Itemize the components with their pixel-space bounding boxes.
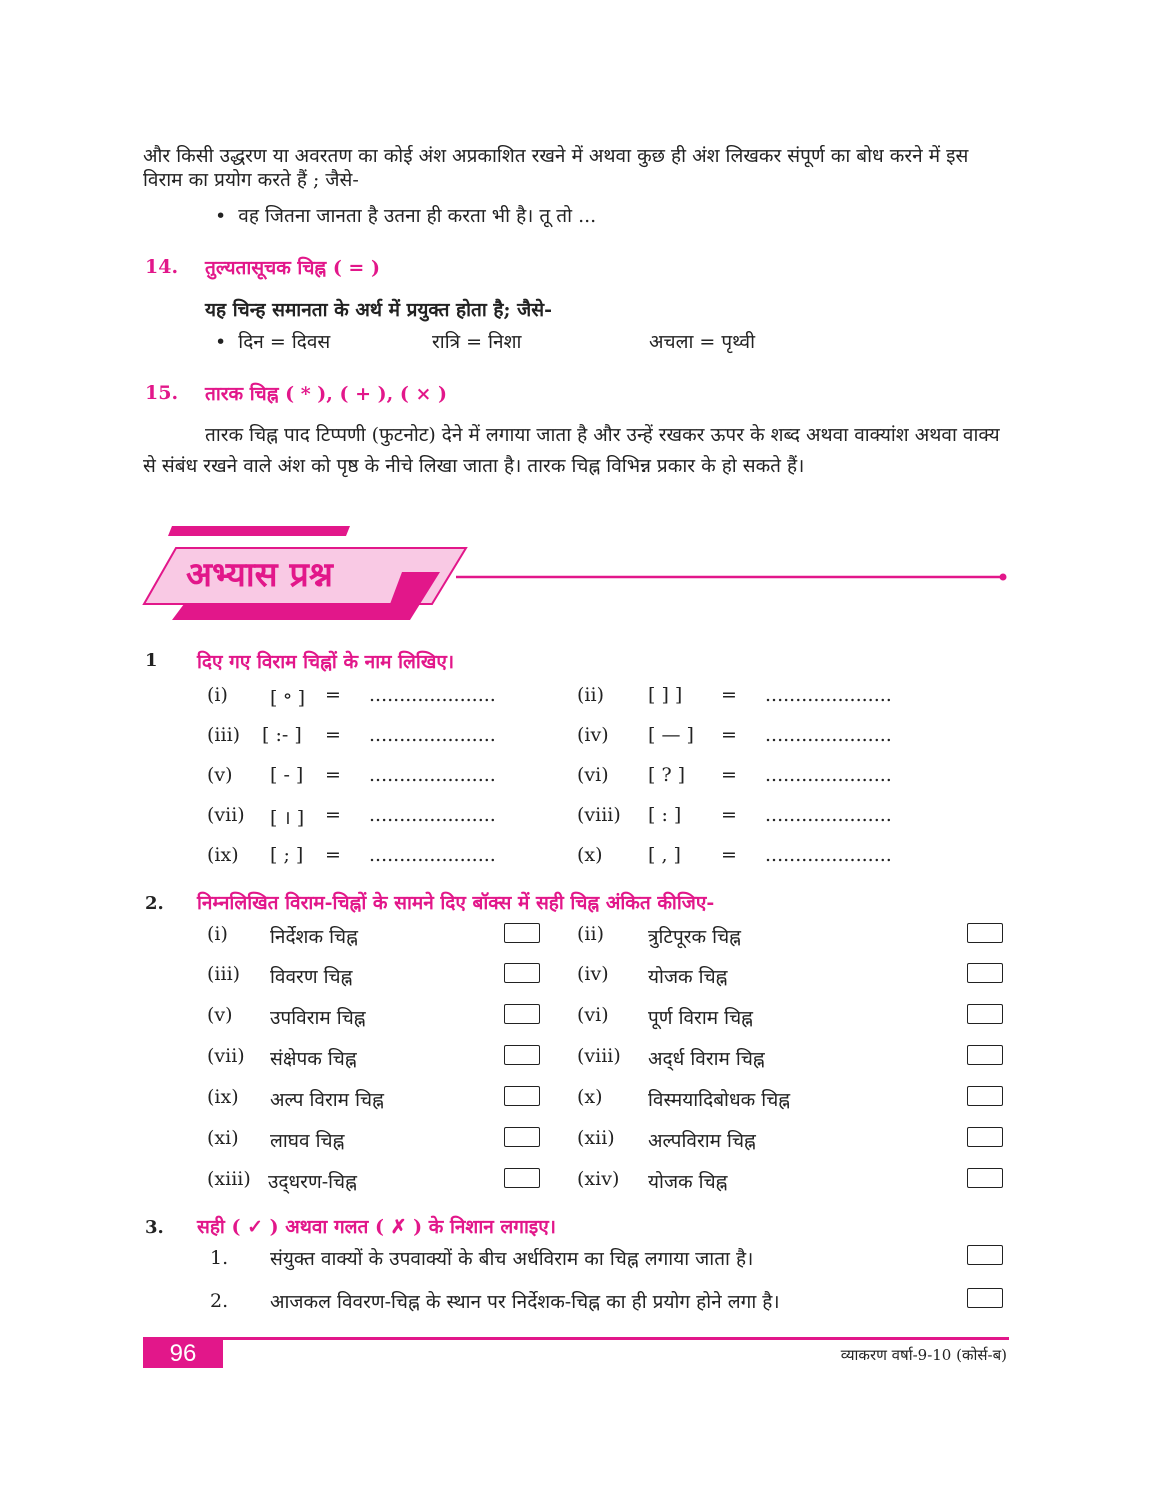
- q3-item2-number: 2.: [210, 1290, 229, 1312]
- q2-row5-right-label: (x): [577, 1086, 603, 1108]
- q1-row5-left-blank[interactable]: .....................: [369, 844, 496, 866]
- q1-row1-right-label: (ii): [577, 684, 604, 706]
- q2-row4-left-text: संक्षेपक चिह्न: [270, 1048, 357, 1070]
- q2-row3-left-text: उपविराम चिह्न: [270, 1007, 366, 1029]
- q1-row2-left-label: (iii): [207, 724, 241, 746]
- q2-row4-right-label: (viii): [577, 1045, 621, 1067]
- q1-row2-right-label: (iv): [577, 724, 609, 746]
- q2-row2-left-label: (iii): [207, 963, 241, 985]
- banner-top-stripe: [168, 526, 350, 536]
- q2-row2-left-checkbox[interactable]: [504, 963, 540, 983]
- q2-number: 2.: [145, 893, 164, 914]
- q1-row1-right-blank[interactable]: .....................: [765, 684, 892, 706]
- section-14-example-1: [215, 328, 330, 354]
- q2-row6-right-label: (xii): [577, 1127, 615, 1149]
- q1-row5-right-sym: [ , ]: [648, 844, 681, 866]
- q2-row6-right-text: अल्पविराम चिह्न: [648, 1130, 756, 1152]
- q2-row6-right-checkbox[interactable]: [967, 1127, 1003, 1147]
- banner-title: अभ्यास प्रश्न: [186, 555, 333, 595]
- q3-item1-number: 1.: [210, 1247, 229, 1269]
- q2-row1-right-checkbox[interactable]: [967, 923, 1003, 943]
- q1-row4-left-blank[interactable]: .....................: [369, 804, 496, 826]
- q2-row4-right-checkbox[interactable]: [967, 1045, 1003, 1065]
- q1-row3-right-label: (vi): [577, 764, 609, 786]
- q1-row1-left-eq: =: [325, 684, 341, 706]
- q3-item2-text: आजकल विवरण-चिह्न के स्थान पर निर्देशक-चिह्न का ही प्रयोग होने लगा है।: [270, 1291, 780, 1313]
- banner-rule-dot: [1000, 574, 1007, 581]
- q2-row2-left-text: विवरण चिह्न: [270, 966, 353, 988]
- q2-row1-left-text: निर्देशक चिह्न: [270, 926, 358, 948]
- section-14-desc: यह चिन्ह समानता के अर्थ में प्रयुक्त होता है; जैसे-: [205, 299, 552, 321]
- q1-row3-left-blank[interactable]: .....................: [369, 764, 496, 786]
- footer-rule: [143, 1337, 1009, 1340]
- q1-row2-left-sym: [ :- ]: [262, 724, 302, 746]
- q2-row2-right-label: (iv): [577, 963, 609, 985]
- section-14-number: 14.: [145, 256, 179, 278]
- q1-row5-left-sym: [ ; ]: [270, 844, 304, 866]
- q2-row5-right-checkbox[interactable]: [967, 1086, 1003, 1106]
- q2-row4-left-label: (vii): [207, 1045, 245, 1067]
- q2-row3-right-label: (vi): [577, 1004, 609, 1026]
- section-15-title: तारक चिह्न ( * ), ( + ), ( × ): [205, 383, 448, 405]
- q2-row5-right-text: विस्मयादिबोधक चिह्न: [648, 1089, 791, 1111]
- q1-row2-left-blank[interactable]: .....................: [369, 724, 496, 746]
- q2-row5-left-text: अल्प विराम चिह्न: [270, 1089, 384, 1111]
- q1-number: 1: [145, 650, 158, 671]
- intro-example-text: वह जितना जानता है उतना ही करता भी है। तू तो ...: [238, 205, 597, 227]
- q1-row5-right-label: (x): [577, 844, 603, 866]
- q2-row7-left-text: उद्‌धरण-चिह्न: [268, 1171, 357, 1193]
- q1-row3-right-sym: [ ? ]: [648, 764, 686, 786]
- q2-row3-right-checkbox[interactable]: [967, 1004, 1003, 1024]
- q1-row5-right-blank[interactable]: .....................: [765, 844, 892, 866]
- q1-row5-left-eq: =: [325, 844, 341, 866]
- page-number: 96: [143, 1340, 223, 1368]
- q2-row1-right-label: (ii): [577, 923, 604, 945]
- q2-row3-right-text: पूर्ण विराम चिह्न: [648, 1007, 753, 1029]
- q2-row3-left-label: (v): [207, 1004, 233, 1026]
- q2-row1-left-label: (i): [207, 923, 228, 945]
- q1-row3-left-label: (v): [207, 764, 233, 786]
- q2-row7-right-checkbox[interactable]: [967, 1168, 1003, 1188]
- example-text: दिन = दिवस: [238, 331, 331, 353]
- section-14-example-2: रात्रि = निशा: [432, 331, 522, 353]
- q2-row6-left-text: लाघव चिह्न: [270, 1130, 345, 1152]
- q1-row4-right-blank[interactable]: .....................: [765, 804, 892, 826]
- q1-row4-right-eq: =: [721, 804, 737, 826]
- q1-row2-right-blank[interactable]: .....................: [765, 724, 892, 746]
- q1-row5-left-label: (ix): [207, 844, 239, 866]
- intro-example: [215, 202, 596, 228]
- q3-title: सही ( ✓ ) अथवा गलत ( ✗ ) के निशान लगाइए।: [197, 1216, 556, 1238]
- q1-row4-right-sym: [ : ]: [648, 804, 682, 826]
- q3-item1-text: संयुक्त वाक्यों के उपवाक्यों के बीच अर्धविराम का चिह्न लगाया जाता है।: [270, 1248, 754, 1270]
- q1-row1-right-sym: [ ] ]: [648, 684, 683, 706]
- q1-row3-right-eq: =: [721, 764, 737, 786]
- q2-row7-right-label: (xiv): [577, 1168, 620, 1190]
- section-15-number: 15.: [145, 382, 179, 404]
- q2-row1-left-checkbox[interactable]: [504, 923, 540, 943]
- q3-number: 3.: [145, 1217, 164, 1238]
- q1-row4-left-sym: [ । ]: [270, 807, 305, 829]
- q3-item2-checkbox[interactable]: [967, 1288, 1003, 1308]
- q2-row2-right-checkbox[interactable]: [967, 963, 1003, 983]
- q2-row3-left-checkbox[interactable]: [504, 1004, 540, 1024]
- section-14-title: तुल्यतासूचक चिह्न ( = ): [205, 257, 380, 279]
- q1-row3-left-sym: [ - ]: [270, 764, 304, 786]
- q2-row5-left-label: (ix): [207, 1086, 239, 1108]
- q2-row4-left-checkbox[interactable]: [504, 1045, 540, 1065]
- q2-row6-left-label: (xi): [207, 1127, 239, 1149]
- q2-row2-right-text: योजक चिह्न: [648, 966, 728, 988]
- q1-row2-right-eq: =: [721, 724, 737, 746]
- q2-row5-left-checkbox[interactable]: [504, 1086, 540, 1106]
- q2-row7-right-text: योजक चिह्न: [648, 1171, 728, 1193]
- q2-row7-left-checkbox[interactable]: [504, 1168, 540, 1188]
- q1-row1-left-blank[interactable]: .....................: [369, 684, 496, 706]
- q1-row1-right-eq: =: [721, 684, 737, 706]
- section-14-example-3: अचला = पृथ्वी: [649, 331, 755, 353]
- q2-row4-right-text: अद्‌र्ध विराम चिह्न: [648, 1048, 765, 1070]
- q1-row4-right-label: (viii): [577, 804, 621, 826]
- q1-row5-right-eq: =: [721, 844, 737, 866]
- q1-row4-left-label: (vii): [207, 804, 245, 826]
- q1-row3-left-eq: =: [325, 764, 341, 786]
- q1-row1-left-sym: [ ॰ ]: [270, 687, 305, 709]
- q1-row2-left-eq: =: [325, 724, 341, 746]
- book-title: व्याकरण वर्षा-9-10 (कोर्स-ब): [840, 1346, 1007, 1364]
- q1-row2-right-sym: [ — ]: [648, 724, 694, 746]
- intro-paragraph: और किसी उद्धरण या अवरतण का कोई अंश अप्रकाशित रखने में अथवा कुछ ही अंश लिखकर संपूर्ण का बोध करने में इस विराम का प्रयोग करते हैं ; जैसे-: [143, 145, 969, 191]
- q2-title: निम्नलिखित विराम-चिह्नों के सामने दिए बॉक्स में सही चिह्न अंकित कीजिए-: [197, 892, 715, 914]
- q2-row7-left-label: (xiii): [207, 1168, 251, 1190]
- q1-row3-right-blank[interactable]: .....................: [765, 764, 892, 786]
- bullet-icon: •: [215, 205, 239, 227]
- q3-item1-checkbox[interactable]: [967, 1245, 1003, 1265]
- section-15-paragraph: तारक चिह्न पाद टिप्पणी (फुटनोट) देने में लगाया जाता है और उन्हें रखकर ऊपर के शब्द अथवा वाक्यांश अथवा वाक्य से संबंध रखने वाले अंश को पृष्ठ के नीचे लिखा जाता है। तारक चिह्न विभिन्न प्रकार के हो सकते हैं।: [143, 424, 1000, 477]
- q1-row4-left-eq: =: [325, 804, 341, 826]
- bullet-icon: •: [215, 331, 239, 353]
- q2-row1-right-text: त्रुटिपूरक चिह्न: [648, 926, 741, 948]
- q2-row6-left-checkbox[interactable]: [504, 1127, 540, 1147]
- q1-title: दिए गए विराम चिह्नों के नाम लिखिए।: [197, 651, 455, 673]
- q1-row1-left-label: (i): [207, 684, 228, 706]
